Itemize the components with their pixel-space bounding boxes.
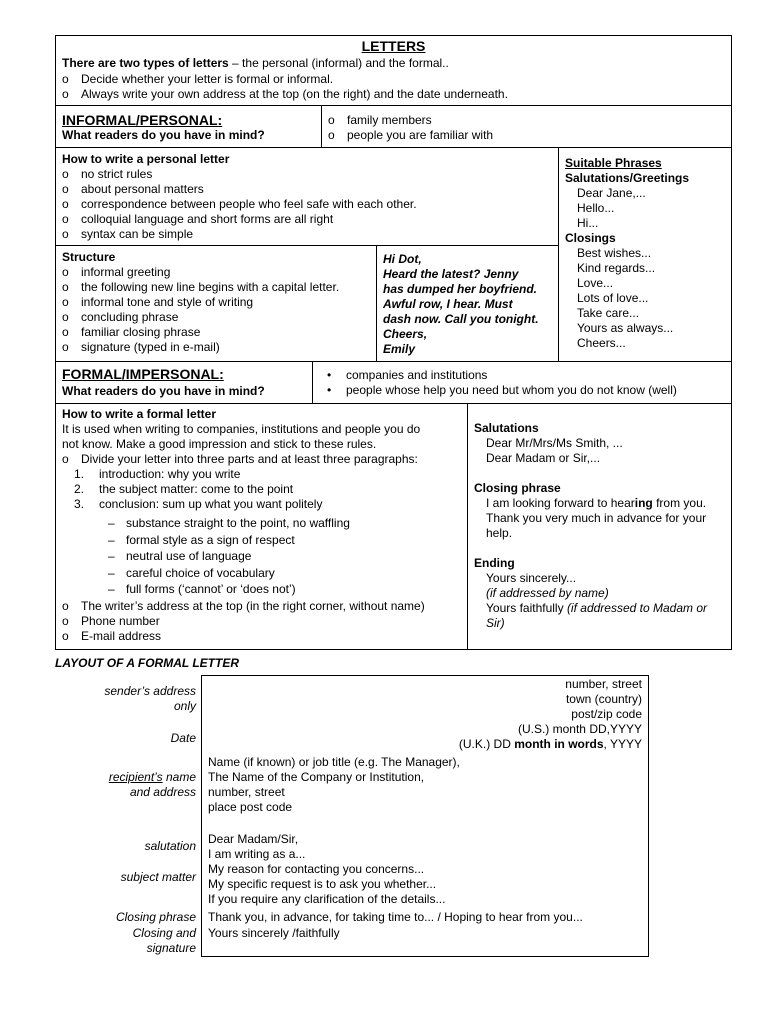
sample-line: Heard the latest? Jenny: [383, 267, 519, 281]
structure-title: Structure: [62, 250, 116, 264]
label-line: [52, 770, 196, 785]
phrase-item: Yours as always...: [577, 321, 674, 335]
formal-how-text: It is used when writing to companies, institutions and people you do: [62, 422, 421, 436]
label-line: signature: [146, 941, 196, 955]
body-line: Yours sincerely /faithfully: [208, 926, 340, 940]
list-item: o no strict rules: [62, 167, 417, 182]
recipient-address: [208, 755, 460, 815]
phrase-item: Kind regards...: [577, 261, 656, 275]
informal-question: What readers do you have in mind?: [62, 128, 265, 142]
body-line: My specific request is to ask you whether...: [208, 877, 437, 891]
part-text: the subject matter: come to the point: [99, 482, 294, 496]
informal-how-title: How to write a personal letter: [62, 152, 230, 166]
body-line: My reason for contacting you concerns...: [208, 862, 425, 876]
list-item: o colloquial language and short forms are all right: [62, 212, 417, 227]
sample-line: Awful row, I hear. Must: [383, 297, 513, 311]
list-item: o Phone number: [62, 614, 462, 629]
list-item: [62, 482, 462, 497]
list-item: o syntax can be simple: [62, 227, 417, 242]
column-divider: [312, 362, 313, 403]
list-item: o informal tone and style of writing: [62, 295, 339, 310]
date-line: [459, 737, 642, 752]
address-line: town (country): [565, 692, 642, 706]
formal-how-text: not know. Make a good impression and stick to these rules.: [62, 437, 377, 451]
recipient-line: number, street: [208, 785, 285, 799]
salutations-title: Salutations: [474, 421, 539, 435]
formal-parts: [62, 467, 462, 512]
part-number: 2.: [74, 482, 85, 496]
structure-list: [62, 265, 339, 355]
intro-lead-rest: – the personal (informal) and the formal..: [228, 56, 449, 70]
column-divider: [321, 106, 322, 147]
row-divider: [56, 245, 558, 246]
phrase-item: Thank you very much in advance for your: [486, 511, 707, 525]
date-part: , YYYY: [603, 737, 642, 751]
address-line: post/zip code: [571, 707, 642, 721]
formal-how: [62, 407, 462, 644]
list-item: • companies and institutions: [327, 368, 677, 383]
formal-heading: FORMAL/IMPERSONAL:: [62, 366, 224, 382]
phrase-item: Hi...: [577, 216, 599, 230]
list-item: – full forms (‘cannot’ or ‘does not’): [62, 581, 462, 598]
phrases-title: Suitable Phrases: [565, 156, 662, 170]
formal-divide: [62, 452, 462, 467]
phrase-item: Sir): [486, 616, 505, 630]
phrase-part: from you.: [652, 496, 707, 510]
list-item: [62, 467, 462, 482]
suitable-phrases: [565, 156, 689, 351]
body-line: Dear Madam/Sir,: [208, 832, 299, 846]
phrase-item: Cheers...: [577, 336, 626, 350]
recipient-line: place post code: [208, 800, 293, 814]
label-part: name: [162, 770, 196, 784]
intro-bullets: [62, 72, 508, 102]
phrase-part: Yours faithfully: [486, 601, 567, 615]
formal-how-title: How to write a formal letter: [62, 407, 217, 421]
date-line: (U.S.) month DD,YYYY: [517, 722, 642, 736]
phrase-item: (if addressed by name): [486, 586, 609, 600]
formal-body-box: [55, 403, 732, 650]
formal-phrases: [474, 421, 728, 631]
list-item: o people you are familiar with: [328, 128, 493, 143]
sample-line: Cheers,: [383, 327, 428, 341]
column-divider: [467, 404, 468, 649]
informal-header-box: [55, 105, 732, 148]
part-text: conclusion: sum up what you want politely: [99, 497, 323, 511]
page-title: LETTERS: [361, 38, 426, 54]
list-item: o informal greeting: [62, 265, 339, 280]
list-item: o correspondence between people who feel safe with each other.: [62, 197, 417, 212]
list-item: • people whose help you need but whom you do not know (well): [327, 383, 677, 398]
label-signature: [52, 926, 196, 956]
label-subject: subject matter: [120, 870, 196, 884]
sample-line: Emily: [383, 342, 416, 356]
phrase-item: Lots of love...: [577, 291, 649, 305]
label-line: and address: [129, 785, 196, 799]
sample-line: has dumped her boyfriend.: [383, 282, 538, 296]
formal-tips: [62, 515, 462, 598]
phrase-item: Best wishes...: [577, 246, 652, 260]
list-item: o The writer’s address at the top (in the right corner, without name): [62, 599, 462, 614]
body-line: Thank you, in advance, for taking time to... / Hoping to hear from you...: [208, 910, 583, 924]
intro-lead-bold: There are two types of letters: [62, 56, 229, 70]
list-item: o signature (typed in e-mail): [62, 340, 339, 355]
list-item: o about personal matters: [62, 182, 417, 197]
list-item: – neutral use of language: [62, 548, 462, 565]
layout-title: LAYOUT OF A FORMAL LETTER: [55, 656, 239, 670]
list-item: o the following new line begins with a capital letter.: [62, 280, 339, 295]
informal-heading: INFORMAL/PERSONAL:: [62, 112, 223, 128]
phrase-item: [474, 601, 728, 616]
closing-title: Closing phrase: [474, 481, 561, 495]
list-item: – substance straight to the point, no waffling: [62, 515, 462, 532]
list-item: o Decide whether your letter is formal or informal.: [62, 72, 508, 87]
phrase-part: ing: [634, 496, 653, 510]
sender-address: [459, 677, 642, 752]
sample-informal-letter: [383, 252, 539, 357]
list-item: o familiar closing phrase: [62, 325, 339, 340]
phrase-part: (if addressed to Madam or: [566, 601, 707, 615]
list-item: [62, 497, 462, 512]
greetings-title: Salutations/Greetings: [565, 171, 690, 185]
recipient-line: Name (if known) or job title (e.g. The Manager),: [208, 755, 460, 769]
recipient-line: The Name of the Company or Institution,: [208, 770, 425, 784]
formal-letter-layout: [201, 675, 649, 957]
formal-header-box: [55, 361, 732, 404]
label-date: Date: [170, 731, 196, 745]
date-part: month in words: [514, 737, 604, 751]
address-line: number, street: [565, 677, 642, 691]
list-item: o Divide your letter into three parts and at least three paragraphs:: [62, 452, 462, 467]
formal-extra: [62, 599, 462, 644]
informal-how: [62, 152, 417, 242]
formal-readers: [327, 368, 677, 398]
list-item: – formal style as a sign of respect: [62, 532, 462, 549]
part-text: introduction: why you write: [99, 467, 241, 481]
list-item: o family members: [328, 113, 493, 128]
list-item: o E-mail address: [62, 629, 462, 644]
intro-lead: [62, 56, 449, 71]
informal-body-box: [55, 147, 732, 362]
label-part: recipient’s: [108, 770, 163, 784]
informal-readers: [328, 113, 493, 143]
label-line: Closing and: [132, 926, 196, 940]
body-line: If you require any clarification of the details...: [208, 892, 446, 906]
column-divider: [376, 245, 377, 361]
list-item: o Always write your own address at the top (on the right) and the date underneath.: [62, 87, 508, 102]
informal-structure: [62, 250, 339, 355]
letter-body: [208, 832, 583, 941]
closings-title: Closings: [565, 231, 616, 245]
list-item: o concluding phrase: [62, 310, 339, 325]
intro-box: [55, 35, 732, 106]
label-recipient: [52, 770, 196, 800]
label-sender: [52, 684, 196, 714]
sample-line: dash now. Call you tonight.: [383, 312, 539, 326]
sample-line: Hi Dot,: [383, 252, 422, 266]
phrase-item: Yours sincerely...: [486, 571, 577, 585]
phrase-item: help.: [486, 526, 513, 540]
formal-question: What readers do you have in mind?: [62, 384, 265, 398]
ending-title: Ending: [474, 556, 515, 570]
phrase-item: Dear Mr/Mrs/Ms Smith, ...: [486, 436, 623, 450]
label-closing: Closing phrase: [115, 910, 196, 924]
part-number: 3.: [74, 497, 85, 511]
column-divider: [558, 148, 559, 361]
part-number: 1.: [74, 467, 85, 481]
label-line: only: [173, 699, 196, 713]
phrase-item: Dear Madam or Sir,...: [486, 451, 601, 465]
phrase-item: Love...: [577, 276, 614, 290]
date-part: (U.K.) DD: [458, 737, 515, 751]
phrase-item: Take care...: [577, 306, 640, 320]
phrase-item: [474, 496, 728, 511]
phrase-item: Dear Jane,...: [577, 186, 646, 200]
body-line: I am writing as a...: [208, 847, 306, 861]
label-line: sender’s address: [104, 684, 196, 698]
informal-how-list: [62, 167, 417, 242]
phrase-part: I am looking forward to hear: [486, 496, 635, 510]
label-salutation: salutation: [144, 839, 196, 853]
phrase-item: Hello...: [577, 201, 615, 215]
list-item: – careful choice of vocabulary: [62, 565, 462, 582]
